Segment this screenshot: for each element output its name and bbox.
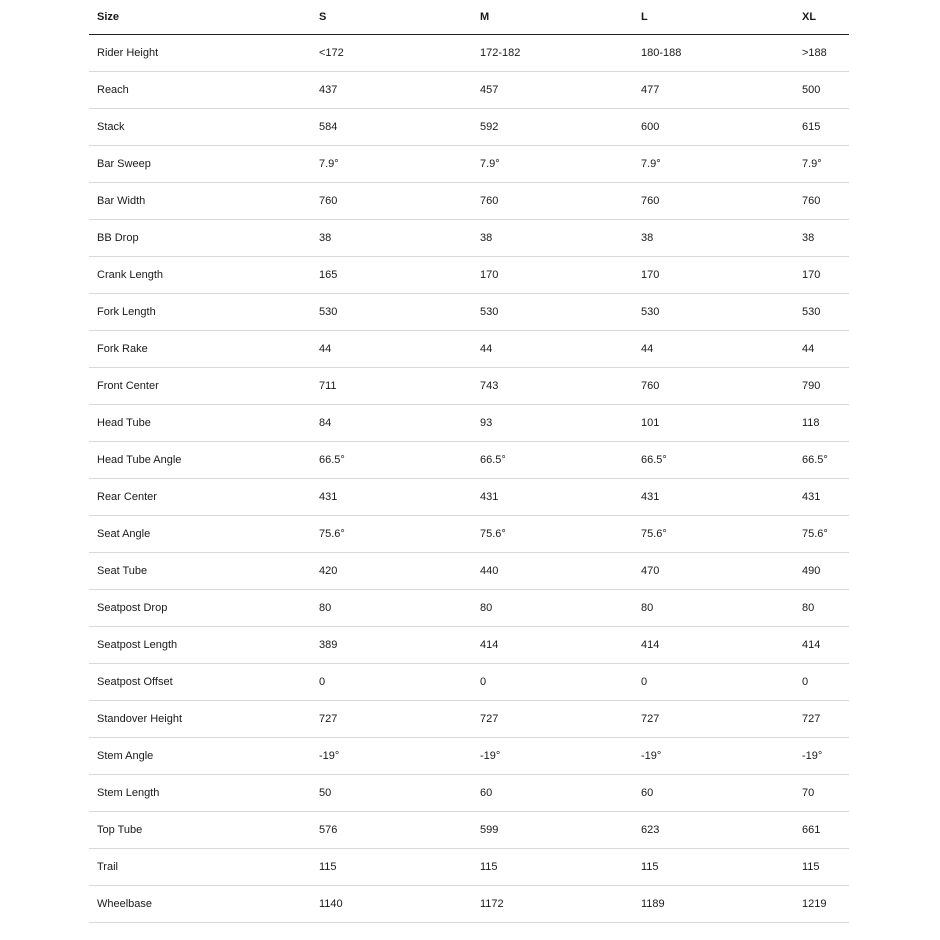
- size-value-cell: 70: [794, 775, 849, 812]
- size-value-cell: 75.6°: [794, 516, 849, 553]
- size-value-cell: 180-188: [633, 35, 794, 72]
- size-value-cell: 38: [794, 220, 849, 257]
- size-value-cell: 80: [472, 590, 633, 627]
- size-value-cell: 84: [311, 405, 472, 442]
- row-label: Seatpost Offset: [89, 664, 311, 701]
- table-row: [89, 146, 849, 183]
- size-value-cell: 44: [633, 331, 794, 368]
- table-body: [89, 35, 849, 923]
- size-value-cell: -19°: [472, 738, 633, 775]
- size-value-cell: 790: [794, 368, 849, 405]
- size-value-cell: 75.6°: [633, 516, 794, 553]
- table-row: [89, 294, 849, 331]
- size-value-cell: 170: [472, 257, 633, 294]
- size-value-cell: 490: [794, 553, 849, 590]
- size-value-cell: 66.5°: [794, 442, 849, 479]
- row-label: Bar Width: [89, 183, 311, 220]
- size-value-cell: 7.9°: [472, 146, 633, 183]
- table-row: [89, 442, 849, 479]
- header-xl: XL: [794, 0, 849, 35]
- header-size: Size: [89, 0, 311, 35]
- size-value-cell: 7.9°: [633, 146, 794, 183]
- row-label: Reach: [89, 72, 311, 109]
- table-row: [89, 368, 849, 405]
- table-row: [89, 35, 849, 72]
- row-label: Stack: [89, 109, 311, 146]
- size-value-cell: 60: [633, 775, 794, 812]
- size-value-cell: 1140: [311, 886, 472, 923]
- table-row: [89, 590, 849, 627]
- row-label: Trail: [89, 849, 311, 886]
- size-value-cell: 530: [794, 294, 849, 331]
- size-value-cell: 431: [633, 479, 794, 516]
- size-value-cell: 0: [472, 664, 633, 701]
- table-row: [89, 812, 849, 849]
- size-value-cell: 80: [633, 590, 794, 627]
- size-value-cell: 0: [633, 664, 794, 701]
- table-row: [89, 220, 849, 257]
- table-row: [89, 516, 849, 553]
- size-value-cell: 1189: [633, 886, 794, 923]
- size-value-cell: 530: [472, 294, 633, 331]
- size-value-cell: 66.5°: [311, 442, 472, 479]
- size-value-cell: 760: [311, 183, 472, 220]
- table-row: [89, 849, 849, 886]
- row-label: Wheelbase: [89, 886, 311, 923]
- row-label: Head Tube Angle: [89, 442, 311, 479]
- size-value-cell: 530: [311, 294, 472, 331]
- size-value-cell: 165: [311, 257, 472, 294]
- row-label: BB Drop: [89, 220, 311, 257]
- table-row: [89, 664, 849, 701]
- size-value-cell: 457: [472, 72, 633, 109]
- size-value-cell: 115: [311, 849, 472, 886]
- size-value-cell: <172: [311, 35, 472, 72]
- size-value-cell: 437: [311, 72, 472, 109]
- size-value-cell: 60: [472, 775, 633, 812]
- size-value-cell: 470: [633, 553, 794, 590]
- size-value-cell: 75.6°: [472, 516, 633, 553]
- table-row: [89, 109, 849, 146]
- size-value-cell: 600: [633, 109, 794, 146]
- table-row: [89, 257, 849, 294]
- row-label: Seatpost Drop: [89, 590, 311, 627]
- size-value-cell: 389: [311, 627, 472, 664]
- size-value-cell: 38: [472, 220, 633, 257]
- table-row: [89, 183, 849, 220]
- size-value-cell: 760: [633, 183, 794, 220]
- size-value-cell: 760: [472, 183, 633, 220]
- header-s: S: [311, 0, 472, 35]
- table-row: [89, 405, 849, 442]
- size-value-cell: 115: [794, 849, 849, 886]
- row-label: Stem Angle: [89, 738, 311, 775]
- size-value-cell: 440: [472, 553, 633, 590]
- size-value-cell: 115: [633, 849, 794, 886]
- size-value-cell: 44: [311, 331, 472, 368]
- size-value-cell: 760: [633, 368, 794, 405]
- size-value-cell: 592: [472, 109, 633, 146]
- row-label: Standover Height: [89, 701, 311, 738]
- table-header: [89, 0, 849, 35]
- size-value-cell: 172-182: [472, 35, 633, 72]
- size-value-cell: 1219: [794, 886, 849, 923]
- size-value-cell: 615: [794, 109, 849, 146]
- size-value-cell: -19°: [794, 738, 849, 775]
- size-value-cell: 414: [472, 627, 633, 664]
- table-row: [89, 331, 849, 368]
- size-value-cell: 80: [311, 590, 472, 627]
- header-m: M: [472, 0, 633, 35]
- row-label: Fork Length: [89, 294, 311, 331]
- size-value-cell: 115: [472, 849, 633, 886]
- size-value-cell: 599: [472, 812, 633, 849]
- size-value-cell: 477: [633, 72, 794, 109]
- size-value-cell: 44: [472, 331, 633, 368]
- row-label: Top Tube: [89, 812, 311, 849]
- size-value-cell: 50: [311, 775, 472, 812]
- size-value-cell: 0: [311, 664, 472, 701]
- size-value-cell: 727: [794, 701, 849, 738]
- table-row: [89, 701, 849, 738]
- geometry-table: [89, 0, 849, 923]
- size-value-cell: 760: [794, 183, 849, 220]
- size-value-cell: 7.9°: [794, 146, 849, 183]
- table-row: [89, 886, 849, 923]
- size-value-cell: 584: [311, 109, 472, 146]
- row-label: Crank Length: [89, 257, 311, 294]
- size-value-cell: 661: [794, 812, 849, 849]
- size-value-cell: 431: [794, 479, 849, 516]
- size-value-cell: 431: [472, 479, 633, 516]
- size-value-cell: 38: [311, 220, 472, 257]
- size-value-cell: 66.5°: [633, 442, 794, 479]
- header-row: [89, 0, 849, 35]
- size-value-cell: 420: [311, 553, 472, 590]
- size-value-cell: 500: [794, 72, 849, 109]
- size-value-cell: -19°: [633, 738, 794, 775]
- table-row: [89, 627, 849, 664]
- row-label: Stem Length: [89, 775, 311, 812]
- size-value-cell: 414: [633, 627, 794, 664]
- size-value-cell: 414: [794, 627, 849, 664]
- size-value-cell: 80: [794, 590, 849, 627]
- table-row: [89, 72, 849, 109]
- size-value-cell: 727: [633, 701, 794, 738]
- size-value-cell: 66.5°: [472, 442, 633, 479]
- size-value-cell: 0: [794, 664, 849, 701]
- row-label: Seat Angle: [89, 516, 311, 553]
- size-value-cell: 44: [794, 331, 849, 368]
- size-value-cell: 93: [472, 405, 633, 442]
- table-row: [89, 775, 849, 812]
- size-value-cell: 118: [794, 405, 849, 442]
- size-value-cell: 75.6°: [311, 516, 472, 553]
- header-l: L: [633, 0, 794, 35]
- row-label: Seat Tube: [89, 553, 311, 590]
- size-value-cell: 170: [633, 257, 794, 294]
- row-label: Rider Height: [89, 35, 311, 72]
- row-label: Fork Rake: [89, 331, 311, 368]
- table-row: [89, 479, 849, 516]
- size-value-cell: 623: [633, 812, 794, 849]
- table-row: [89, 738, 849, 775]
- size-value-cell: 711: [311, 368, 472, 405]
- size-value-cell: 38: [633, 220, 794, 257]
- size-value-cell: 431: [311, 479, 472, 516]
- size-value-cell: 727: [472, 701, 633, 738]
- row-label: Front Center: [89, 368, 311, 405]
- row-label: Rear Center: [89, 479, 311, 516]
- size-value-cell: 1172: [472, 886, 633, 923]
- size-value-cell: 101: [633, 405, 794, 442]
- size-value-cell: 576: [311, 812, 472, 849]
- row-label: Bar Sweep: [89, 146, 311, 183]
- size-value-cell: 530: [633, 294, 794, 331]
- size-value-cell: 743: [472, 368, 633, 405]
- row-label: Head Tube: [89, 405, 311, 442]
- size-value-cell: -19°: [311, 738, 472, 775]
- size-value-cell: >188: [794, 35, 849, 72]
- size-value-cell: 7.9°: [311, 146, 472, 183]
- row-label: Seatpost Length: [89, 627, 311, 664]
- size-value-cell: 170: [794, 257, 849, 294]
- size-value-cell: 727: [311, 701, 472, 738]
- table-row: [89, 553, 849, 590]
